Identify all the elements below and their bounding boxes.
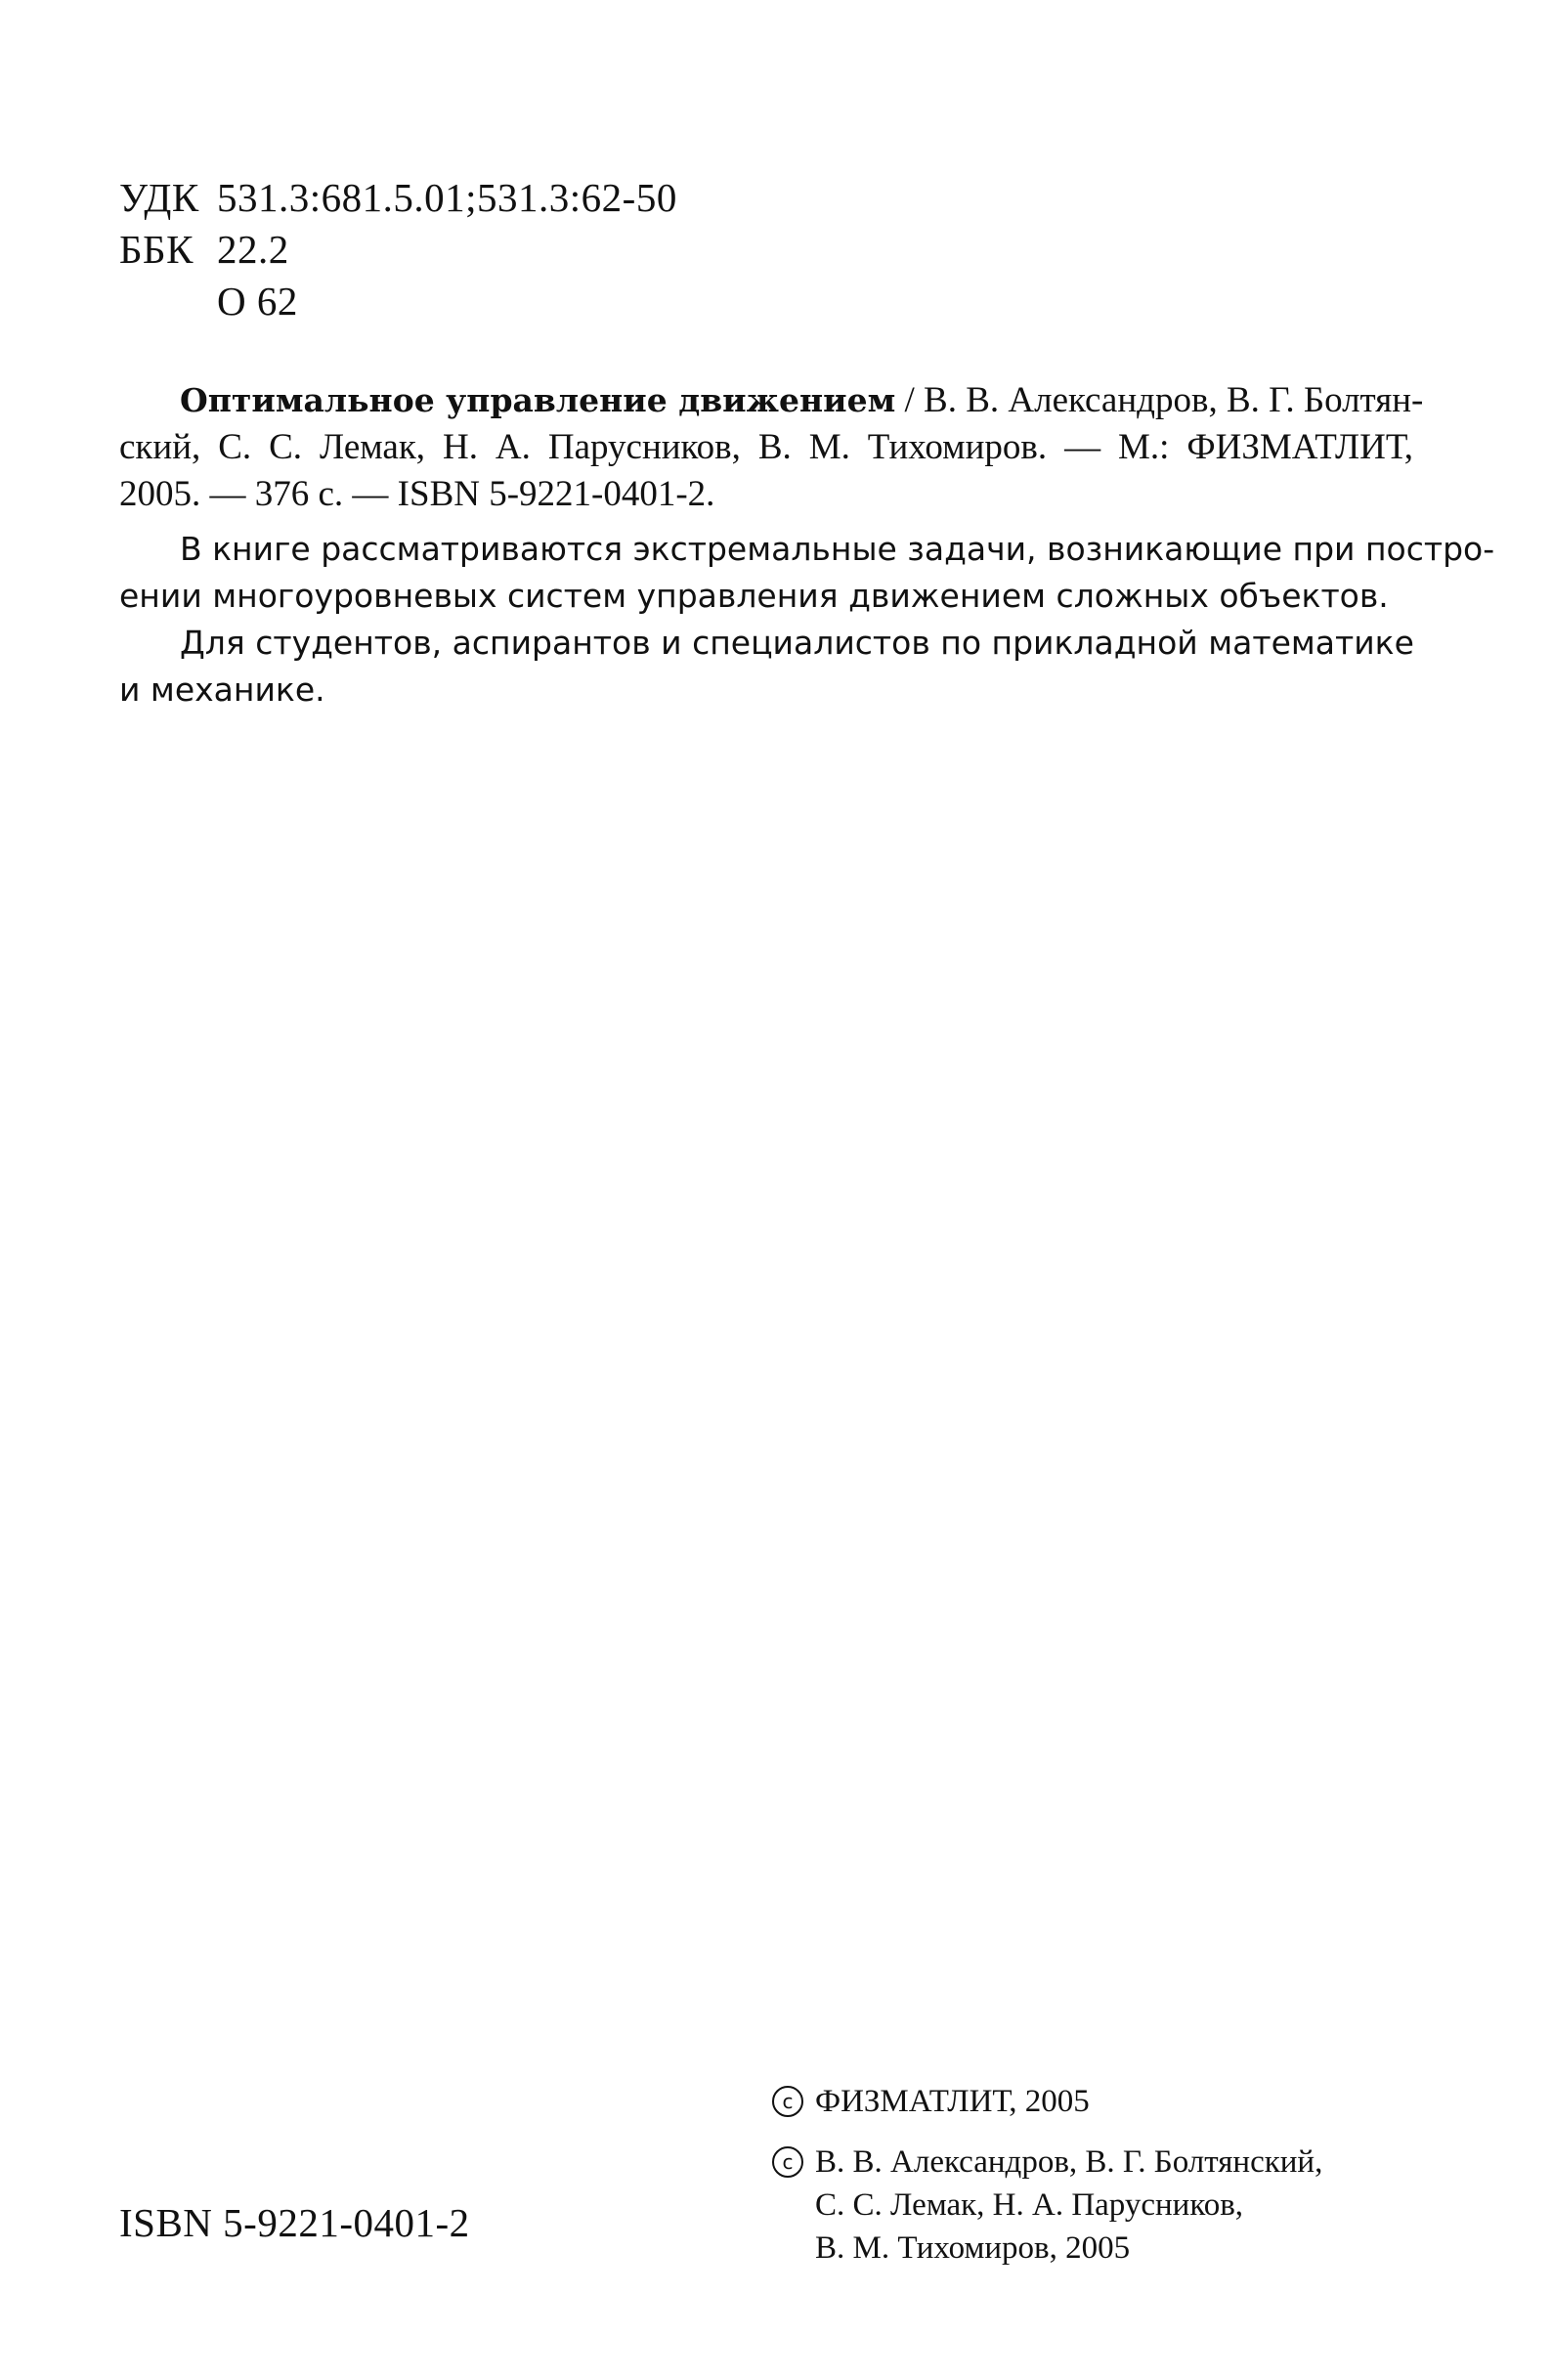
bbk-row <box>119 224 677 276</box>
author-mark: О 62 <box>217 279 298 324</box>
bbk-label: ББК <box>119 227 194 272</box>
biblio-line-1-rest: / В. В. Александров, В. Г. Болтян- <box>895 380 1424 420</box>
copyright-block <box>772 2080 1322 2287</box>
book-title: Оптимальное управление движением <box>180 381 896 419</box>
copyright-icon: c <box>772 2086 803 2117</box>
udk-label: УДК <box>119 175 199 220</box>
publisher-copyright-text: ФИЗМАТЛИТ, 2005 <box>815 2084 1090 2119</box>
copyright-icon: c <box>772 2146 803 2178</box>
biblio-line-1 <box>119 377 1424 424</box>
annotation <box>119 526 1495 714</box>
bbk-value: 22.2 <box>217 227 289 272</box>
annotation-p2-line2: и механике. <box>119 671 325 709</box>
bibliographic-description <box>119 377 1424 518</box>
authors-copyright-line2: С. С. Лемак, Н. А. Парусников, <box>815 2187 1244 2223</box>
annotation-p1-line1: В книге рассматриваются экстремальные задачи, возникающие при постро- <box>180 530 1495 568</box>
authors-copyright-line1: В. В. Александров, В. Г. Болтянский, <box>815 2144 1323 2180</box>
biblio-line-3: 2005. — 376 с. — ISBN 5-9221-0401-2. <box>119 474 715 514</box>
biblio-line-2: ский, С. С. Лемак, Н. А. Парусников, В. М. Тихомиров. — М.: ФИЗМАТЛИТ, <box>119 427 1413 467</box>
udk-value: 531.3:681.5.01;531.3:62-50 <box>217 175 677 220</box>
udk-row <box>119 172 677 224</box>
publisher-copyright <box>772 2080 1322 2123</box>
authors-copyright <box>772 2141 1322 2270</box>
authors-copyright-line3: В. М. Тихомиров, 2005 <box>815 2230 1131 2266</box>
isbn: ISBN 5-9221-0401-2 <box>119 2200 470 2245</box>
classification-block <box>119 172 677 327</box>
annotation-p1-line2: ении многоуровневых систем управления движением сложных объектов. <box>119 577 1389 615</box>
annotation-p2-line1: Для студентов, аспирантов и специалистов по прикладной математике <box>180 624 1414 662</box>
